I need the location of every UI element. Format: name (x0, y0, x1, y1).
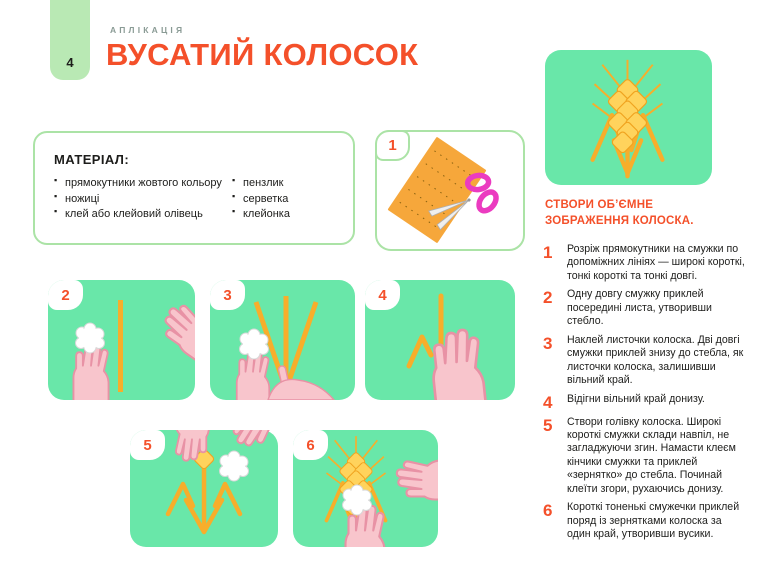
step-text: Наклей листочки колоска. Дві довгі смужки приклей знизу до стебла, як листочки колоска, залишивши вільний край. (567, 333, 744, 387)
step-box-5 (130, 430, 278, 547)
step-badge-5: 5 (130, 430, 165, 460)
step-number: 2 (543, 288, 553, 308)
napkin-icon (220, 451, 249, 481)
instruction-step (543, 243, 745, 283)
step-badge-4: 4 (365, 280, 400, 310)
step-box-4 (365, 280, 515, 400)
step-badge-1: 1 (375, 130, 410, 161)
step-text: Створи голівку колоска. Широкі короткі смужки склади навпіл, не загладжуючи згин. Намасти клеєм кінчики смужки та приклей «зернятко» до стебла. Починай клеїти згори, рухаючись донизу. (567, 415, 736, 495)
materials-list-right (232, 176, 290, 223)
page-number-tab (50, 0, 90, 80)
category-label: АПЛІКАЦІЯ (110, 25, 186, 35)
step-number: 6 (543, 501, 553, 521)
result-preview-box (545, 50, 712, 185)
instruction-step (543, 393, 745, 411)
hand-icon (268, 379, 334, 400)
material-item: ▪ прямокутники жовтого кольору (54, 176, 232, 191)
hand-icon (155, 300, 195, 369)
materials-list-left (54, 176, 232, 223)
material-item: ▪ клейонка (232, 207, 290, 222)
materials-heading: МАТЕРІАЛ: (54, 152, 130, 167)
step-number: 4 (543, 392, 553, 412)
material-item: ▪ пензлик (232, 176, 290, 191)
page-number: 4 (66, 55, 74, 70)
wheat-ear-illustration (545, 50, 712, 185)
step-text: Одну довгу смужку приклей посередині листа, утворивши стебло. (567, 288, 712, 328)
step-number: 3 (543, 333, 553, 353)
step-box-6 (293, 430, 438, 547)
hand-icon (429, 328, 487, 400)
instructions-heading: СТВОРИ ОБ’ЄМНЕ ЗОБРАЖЕННЯ КОЛОСКА. (545, 199, 694, 227)
instruction-step (543, 501, 745, 541)
material-item: ▪ клей або клейовий олівець (54, 207, 232, 222)
step-text: Розріж прямокутники на смужки по допоміжних лініях — широкі короткі, тонкі короткі та тонкі довгі. (567, 243, 745, 282)
napkin-icon (76, 323, 105, 353)
step-badge-3: 3 (210, 280, 245, 310)
material-item: ▪ серветка (232, 192, 290, 207)
instruction-step (543, 334, 745, 388)
material-item: ▪ ножиці (54, 192, 232, 207)
instructions-steps (543, 243, 745, 547)
step-badge-6: 6 (293, 430, 328, 460)
instruction-step (543, 416, 745, 497)
step-number: 1 (543, 243, 553, 262)
hand-icon (397, 461, 438, 500)
step-number: 5 (543, 415, 553, 435)
step-text: Короткі тоненькі смужечки приклей поряд із зернятками колоска за один край, утворивши вусики. (567, 501, 740, 541)
instruction-step (543, 288, 745, 328)
step-box-3 (210, 280, 355, 400)
step-box-2 (48, 280, 195, 400)
step-box-1 (375, 130, 525, 251)
materials-box (33, 131, 355, 245)
step-badge-2: 2 (48, 280, 83, 310)
step-text: Відігни вільний край донизу. (567, 392, 705, 405)
page-title: ВУСАТИЙ КОЛОСОК (106, 37, 419, 72)
materials-columns (54, 176, 353, 223)
hand-icon (229, 430, 278, 453)
